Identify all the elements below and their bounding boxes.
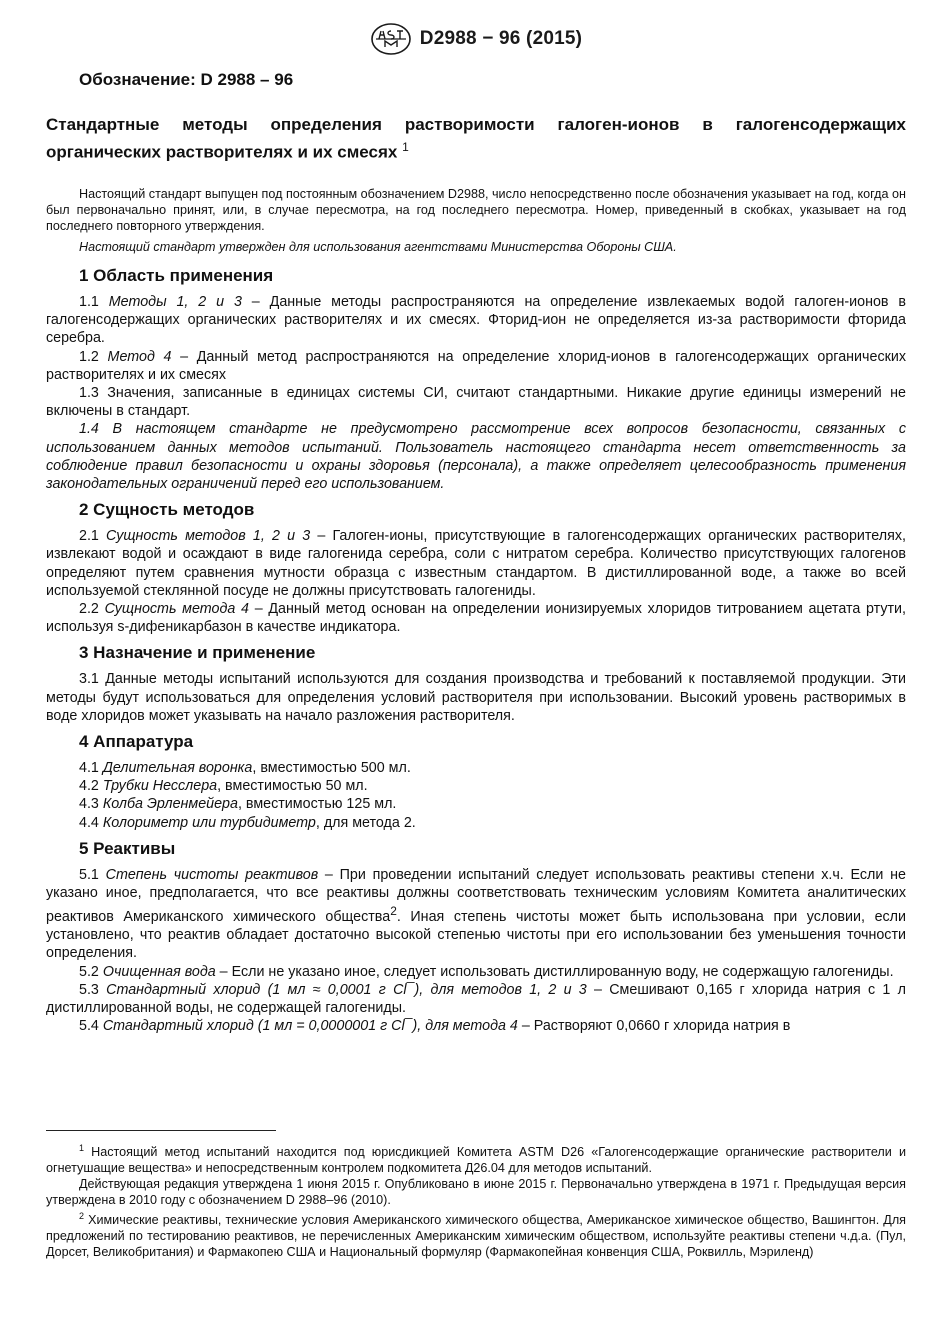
paragraph-number: 5.3 [79,981,107,998]
item-name: Колориметр или турбидиметр [102,814,316,831]
paragraph-number: 1.1 [79,294,109,310]
footnote-mark: 2 [79,1211,85,1222]
paragraph-number: 1.2 [79,348,108,365]
paragraph-number: 2.2 [79,601,105,618]
paragraph-number: 5.4 [79,1018,103,1035]
list-item [46,814,906,832]
section-4-heading: 4 Аппаратура [79,732,194,752]
item-detail: , вместимостью 500 мл. [252,760,411,777]
list-item [46,777,906,795]
footnote-1-continued: Действующая редакция утверждена 1 июня 2015 г. Опубликовано в июне 2015 г. Первоначально утверждена в 1971 г. Предыдущая версия утверждена в 2010 году с обозначением D 2988–96 (2010). [46,1177,906,1208]
footnote-text: Настоящий метод испытаний находится под юрисдикцией Комитета ASTM D26 «Галогенсодержащие органические растворители и огнетушащие вещества» и непосредственным контролем подкомитета Д26.04 для методов испытаний. [46,1145,906,1176]
footnote-2 [46,1208,906,1260]
section-2-heading: 2 Сущность методов [79,500,255,520]
footnote-1 [46,1140,906,1176]
paragraph-5-3 [46,981,906,1017]
paragraph-subject: Метод 4 [107,348,172,365]
paragraph-text: . Иная степень чистоты может быть использована при условии, если установлено, что реактив обладает достаточно высокой степенью чистоты при его использовании без уменьшения точности определения. [46,909,906,962]
paragraph-5-4 [46,1017,906,1035]
paragraph-1-4: 1.4 В настоящем стандарте не предусмотрено рассмотрение всех вопросов безопасности, связанных с использованием данных методов испытаний. Пользователь настоящего стандарта несет ответственность за соблюдение правил безопасности и охраны здоровья (персонала), а также определяет целесообразность применения законодательных ограничений перед его использованием. [46,421,906,493]
paragraph-5-1 [46,866,906,963]
paragraph-number: 5.2 [79,963,103,980]
section-5-heading: 5 Реактивы [79,838,176,858]
paragraph-subject: Очищенная вода [102,963,216,980]
paragraph-2-2 [46,600,906,636]
paragraph-text: – Данный метод основан на определении ионизируемых хлоридов титрованием ацетата ртути, используя s-дифеникарбазон в качестве индикатора. [46,601,907,636]
paragraph-number: 5.1 [79,866,106,883]
intro-approval: Настоящий стандарт утвержден для использования агентствами Министерства Обороны США. [79,240,677,254]
footnotes [46,1140,906,1260]
astm-logo-icon [370,22,412,56]
footnote-ref: 2 [390,904,397,919]
document-page [46,0,906,1344]
item-number: 4.2 [79,778,103,795]
item-name: Колба Эрленмейера [102,796,238,813]
title-text: Стандартные методы определения растворимости галоген-ионов в галогенсодержащих органических растворителях и их смесях [46,115,906,162]
document-title [46,114,906,164]
item-number: 4.4 [79,814,103,831]
paragraph-text: – Смешивают 0,165 г хлорида натрия с 1 л дистиллированной воды, не содержащей галогениды. [46,981,906,1017]
paragraph-3-1: 3.1 Данные методы испытаний используются для создания производства и требований к поставляемой продукции. Эти методы будут использоваться для определения условий растворителя при использовании. Высокий уровень растворимых в воде хлоридов может указывать на начало разложения растворителя. [46,671,906,724]
list-item [46,759,906,777]
item-number: 4.3 [79,796,103,813]
page-header [46,22,906,52]
paragraph-text: – Если не указано иное, следует использовать дистиллированную воду, не содержащую галогениды. [215,963,894,980]
footnote-text: Химические реактивы, технические условия Американского химического общества, Американское химическое общество, Вашингтон. Для предложений по тестированию реактивов, не перечисленных Американским химическим обществом, используйте реактивы степени ч.д.а. (Пул, Дорсет, Великобритания) и Фармакопею США и Национальный формуляр (Фармакопейная конвенция США, Роквилль, Мэриленд) [46,1213,906,1260]
item-detail: , вместимостью 125 мл. [237,796,397,813]
item-detail: , для метода 2. [315,814,416,831]
item-name: Трубки Несслера [102,778,218,795]
item-name: Делительная воронка [102,760,253,777]
list-item [46,795,906,813]
paragraph-subject: Стандартный хлорид (1 мл = 0,0000001 г Cl¯), для метода 4 [102,1018,518,1035]
paragraph-1-2 [46,348,906,384]
section-3-heading: 3 Назначение и применение [79,643,316,663]
document-designation: D2988 − 96 (2015) [419,28,583,49]
item-detail: , вместимостью 50 мл. [217,778,368,795]
paragraph-subject: Стандартный хлорид (1 мл ≈ 0,0001 г Cl¯), для методов 1, 2 и 3 [106,981,587,998]
footnote-divider [46,1130,276,1131]
section-1-heading: 1 Область применения [79,266,274,285]
paragraph-number: 2.1 [79,528,107,545]
paragraph-subject: Сущность метода 4 [104,601,249,618]
title-footnote-mark: 1 [402,140,409,154]
paragraph-1-1 [46,293,906,348]
apparatus-list [46,759,906,832]
paragraph-subject: Методы 1, 2 и 3 [108,294,242,310]
item-number: 4.1 [79,760,103,777]
paragraph-text: – Данные методы распространяются на определение извлекаемых водой галоген-ионов в галогенсодержащих органических растворителях и их смесях. Фторид-ион не определяется из-за растворимости фторида серебра. [46,294,906,347]
paragraph-5-2 [46,963,906,981]
paragraph-text: – Данный метод распространяются на определение хлорид-ионов в галогенсодержащих органических растворителях и их смесях [46,348,906,383]
paragraph-subject: Степень чистоты реактивов [105,866,319,883]
intro-notice: Настоящий стандарт выпущен под постоянным обозначением D2988, число непосредственно после обозначения указывает на год, когда он был первоначально принят, или, в случае пересмотра, на год последнего пересмотра. Номер, приведенный в скобках, указывает на год последнего повторного утверждения. [46,187,906,233]
paragraph-text: – При проведении испытаний следует использовать реактивы степени х.ч. Если не указано иное, предполагается, что все реактивы должны соответствовать техническим условиям Комитета аналитических реактивов Американского химического общества [46,866,906,926]
paragraph-2-1 [46,527,906,600]
paragraph-1-3: 1.3 Значения, записанные в единицах системы СИ, считают стандартными. Никакие другие единицы измерений не включены в стандарт. [46,385,906,420]
paragraph-text: – Растворяют 0,0660 г хлорида натрия в [517,1018,791,1035]
footnote-mark: 1 [79,1143,85,1153]
paragraph-text: – Галоген-ионы, присутствующие в галогенсодержащих органических растворителях, извлекают водой и осаждают в виде галогенида серебра, соли с нитратом серебра. Количество присутствующих галогенов определяют путем сравнения мутности образца с известным стандартом. В дистиллированной воде, а также во всей используемой стеклянной посуде не должны присутствовать галогениды. [46,528,906,599]
designation-line: Обозначение: D 2988 – 96 [79,70,294,89]
document-body [46,186,906,1035]
paragraph-subject: Сущность методов 1, 2 и 3 [106,528,311,545]
